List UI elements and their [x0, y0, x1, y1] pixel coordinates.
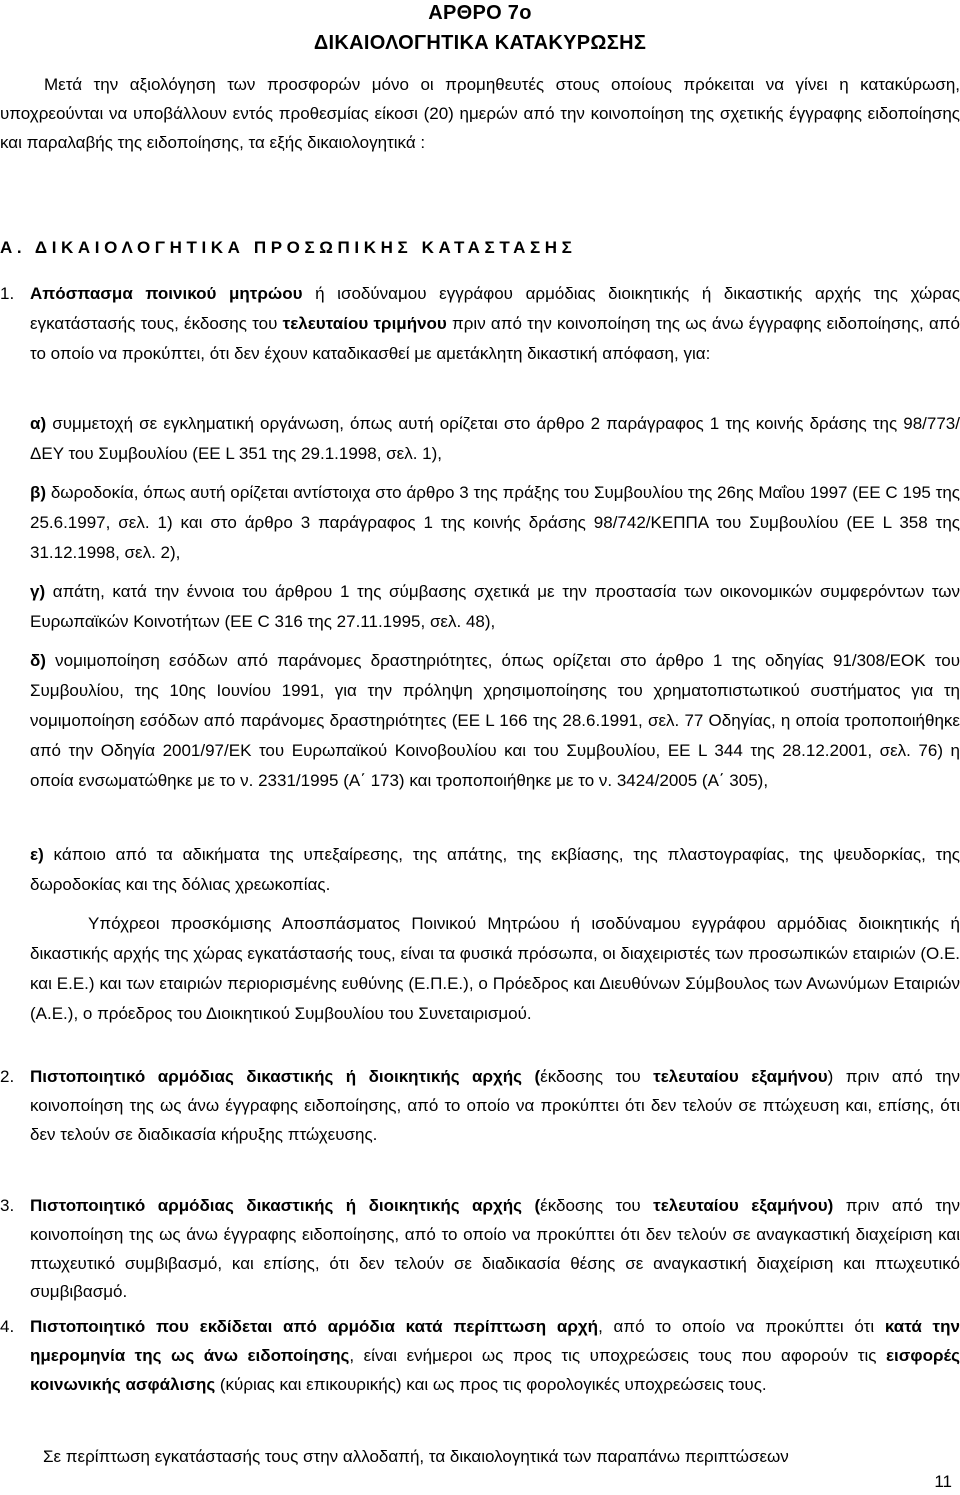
item-number: 4. [0, 1317, 15, 1336]
item-text: έκδοσης του [540, 1196, 654, 1215]
item-text: ) πριν από την κοινοποίηση της ως άνω έγγραφης ειδοποίησης, από το οποίο να προκύπτει ότι δεν τελούν σε πτώχευση και, επίσης, ότι δεν τελούν σε διαδικασία κήρυξης πτώχευσης. [30, 1067, 960, 1144]
sub-item-b [30, 478, 960, 568]
item-bold: τελευταίου τριμήνου [282, 314, 447, 333]
item-1 [0, 279, 960, 369]
sub-item-label: δ) [30, 651, 46, 670]
item-text: , από το οποίο να προκύπτει ότι [598, 1317, 885, 1336]
item-bold: τελευταίου εξαμήνου [653, 1067, 828, 1086]
item-text: ή ισοδύναμου εγγράφου αρμόδιας διοικητικής ή δικαστικής αρχής της χώρας εγκατάστασής τους, έκδοσης του [30, 284, 960, 333]
item-bold: κατά την ημερομηνία της ως άνω ειδοποίησης [30, 1317, 960, 1365]
sub-item-d [30, 646, 960, 796]
sub-item-text: δωροδοκία, όπως αυτή ορίζεται αντίστοιχα στο άρθρο 3 της πράξης του Συμβουλίου της 26ης Μαΐου 1997 (ΕΕ C 195 της 25.6.1997, σελ. 1) και στο άρθρο 3 παράγραφος 1 της κοινής δράσης 98/742/ΚΕΠΠΑ του Συμβουλίου (ΕΕ L 358 της 31.12.1998, σελ. 2), [30, 483, 960, 562]
item-number: 1. [0, 284, 15, 303]
sub-item-e [30, 840, 960, 900]
item-2 [0, 1063, 960, 1149]
sub-item-text: κάποιο από τα αδικήματα της υπεξαίρεσης, της απάτης, της εκβίασης, της πλαστογραφίας, της ψευδορκίας, της δωροδοκίας και της δόλιας χρεωκοπίας. [30, 845, 960, 894]
sub-item-label: β) [30, 483, 47, 502]
section-heading: Α. ΔΙΚΑΙΟΛΟΓΗΤΙΚΑ ΠΡΟΣΩΠΙΚΗΣ ΚΑΤΑΣΤΑΣΗΣ [0, 238, 577, 257]
item-text: έκδοσης του [540, 1067, 654, 1086]
item-bold: εισφορές κοινωνικής ασφάλισης [30, 1345, 960, 1394]
item-bold: Πιστοποιητικό αρμόδιας δικαστικής ή διοικητικής αρχής ( [30, 1196, 541, 1215]
sub-item-text: νομιμοποίηση εσόδων από παράνομες δραστηριότητες, όπως ορίζεται στο άρθρο 1 της οδηγίας 91/308/ΕΟΚ του Συμβουλίου, της 10ης Ιουνίου 1991, για την πρόληψη χρησιμοποίησης του χρηματοπιστωτικού συστήματος για τη νομιμοποίηση εσόδων από παράνομες δραστηριότητες (ΕΕ L 166 της 28.6.1991, σελ. 77 Οδηγίας, η οποία τροποποιήθηκε από την Οδηγία 2001/97/ΕΚ του Ευρωπαϊκού Κοινοβουλίου και του Συμβουλίου, ΕΕ L 344 της 28.12.2001, σελ. 76) η οποία ενσωματώθηκε με το ν. 2331/1995 (Α΄ 173) και τροποποιήθηκε με το ν. 3424/2005 (Α΄ 305), [30, 651, 960, 790]
item-number: 2. [0, 1067, 15, 1086]
article-title: ΔΙΚΑΙΟΛΟΓΗΤΙΚΑ ΚΑΤΑΚΥΡΩΣΗΣ [313, 32, 647, 54]
sub-item-label: ε) [30, 845, 44, 864]
article-number: ΑΡΘΡΟ 7ο [428, 2, 532, 24]
page-number: 11 [934, 1472, 952, 1491]
item-text: , είναι ενήμεροι ως προς τις υποχρεώσεις τους που αφορούν τις [349, 1345, 886, 1365]
item-bold: Πιστοποιητικό αρμόδιας δικαστικής ή διοικητικής αρχής ( [30, 1067, 541, 1086]
item-bold: Απόσπασμα ποινικού μητρώου [30, 284, 303, 303]
obligation-paragraph: Υπόχρεοι προσκόμισης Αποσπάσματος Ποινικού Μητρώου ή ισοδύναμου εγγράφου αρμόδιας διοικητικής ή δικαστικής αρχής της χώρας εγκατάστασής τους, είναι τα φυσικά πρόσωπα, οι διαχειριστές των προσωπικών εταιριών (Ο.Ε. και Ε.Ε.) και των εταιριών περιορισμένης ευθύνης (Ε.Π.Ε.), ο Πρόεδρος και Διευθύνων Σύμβουλος των Ανωνύμων Εταιριών (Α.Ε.), ο πρόεδρος του Διοικητικού Συμβουλίου του Συνεταιρισμού. [30, 914, 960, 1023]
sub-item-text: συμμετοχή σε εγκληματική οργάνωση, όπως αυτή ορίζεται στο άρθρο 2 παράγραφος 1 της κοινής δράσης της 98/773/ΔΕΥ του Συμβουλίου (ΕΕ L 351 της 29.1.1998, σελ. 1), [30, 414, 960, 463]
sub-item-text: απάτη, κατά την έννοια του άρθρου 1 της σύμβασης σχετικά με την προστασία των οικονομικών συμφερόντων των Ευρωπαϊκών Κοινοτήτων (ΕΕ C 316 της 27.11.1995, σελ. 48), [30, 582, 960, 631]
closing-paragraph: Σε περίπτωση εγκατάστασής τους στην αλλοδαπή, τα δικαιολογητικά των παραπάνω περιπτώσεων [43, 1447, 789, 1466]
item-text: πριν από την κοινοποίηση της ως άνω έγγραφης ειδοποίησης, από το οποίο να προκύπτει ότι δεν τελούν σε αναγκαστική διαχείριση και πτωχευτικό συμβιβασμό, και επίσης, ότι δεν τελούν σε διαδικασία θέσης σε αναγκαστική διαχείριση και πτωχευτικό συμβιβασμό. [30, 1196, 960, 1302]
item-4 [0, 1313, 960, 1399]
sub-item-c [30, 577, 960, 637]
item-bold: Πιστοποιητικό που εκδίδεται από αρμόδια κατά περίπτωση αρχή [30, 1317, 599, 1336]
sub-item-a [30, 409, 960, 469]
item-bold: τελευταίου εξαμήνου) [653, 1196, 834, 1215]
intro-paragraph: Μετά την αξιολόγηση των προσφορών μόνο οι προμηθευτές στους οποίους πρόκειται να γίνει η κατακύρωση, υποχρεούνται να υποβάλλουν εντός προθεσμίας είκοσι (20) ημερών από την κοινοποίηση της σχετικής έγγραφης ειδοποίησης και παραλαβής της ειδοποίησης, τα εξής δικαιολογητικά : [0, 75, 960, 152]
item-text: πριν από την κοινοποίηση της ως άνω έγγραφης ειδοποίησης, από το οποίο να προκύπτει, ότι δεν έχουν καταδικασθεί με αμετάκλητη δικαστική απόφαση, για: [30, 314, 960, 363]
item-number: 3. [0, 1196, 15, 1215]
item-3 [0, 1192, 960, 1307]
sub-item-label: α) [30, 414, 47, 433]
sub-item-label: γ) [30, 582, 46, 601]
item-text: (κύριας και επικουρικής) και ως προς τις φορολογικές υποχρεώσεις τους. [215, 1374, 767, 1394]
